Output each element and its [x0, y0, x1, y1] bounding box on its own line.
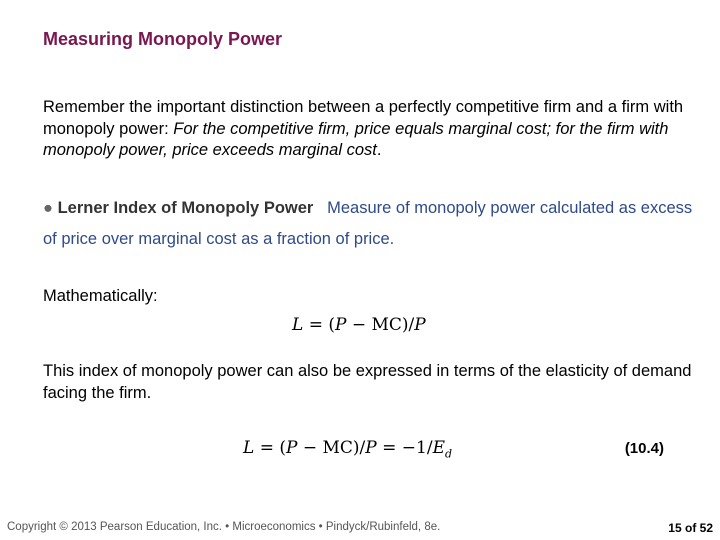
formula-part: = (: [303, 315, 335, 335]
intro-paragraph: [43, 97, 693, 162]
formula-part: = −1/: [376, 438, 433, 458]
intro-text: Remember the important distinction between a perfectly competitive firm and a firm with monopoly power:: [43, 98, 684, 138]
formula-part: − MC)/: [346, 315, 415, 335]
formula-var-p: P: [285, 438, 298, 458]
formula-var-p: P: [334, 315, 347, 335]
page-number: [668, 521, 713, 535]
footer-copyright: Copyright © 2013 Pearson Education, Inc. • Microeconomics • Pindyck/Rubinfeld, 8e.: [7, 521, 441, 533]
page-total: of 52: [684, 521, 713, 535]
lerner-term: Lerner Index of Monopoly Power: [57, 199, 314, 217]
formula-var-p: P: [365, 438, 377, 458]
lerner-definition-text: Measure of monopoly power calculated as excess of price over marginal cost as a fraction of price.: [43, 199, 693, 248]
intro-italic-text: For the competitive firm, price equals marginal cost; for the firm with monopoly power, price exceeds marginal cost: [43, 119, 669, 159]
page-current: 15: [668, 521, 682, 535]
formula-subscript-d: d: [444, 447, 453, 461]
elasticity-paragraph: This index of monopoly power can also be expressed in terms of the elasticity of demand facing the firm.: [43, 362, 692, 402]
math-label: Mathematically:: [43, 287, 158, 305]
lerner-formula: [292, 315, 426, 335]
formula-var-p: P: [414, 315, 426, 335]
formula-part: = (: [254, 438, 286, 458]
formula-part: − MC)/: [297, 438, 366, 458]
intro-end: .: [376, 141, 382, 159]
bullet-icon: ●: [43, 199, 53, 217]
formula-var-l: L: [292, 315, 304, 335]
elasticity-formula: [243, 438, 452, 460]
slide-title: Measuring Monopoly Power: [43, 29, 283, 49]
formula-var-l: L: [243, 438, 255, 458]
formula-var-e: E: [432, 438, 445, 458]
equation-number: (10.4): [624, 440, 664, 457]
lerner-definition: [43, 193, 693, 255]
